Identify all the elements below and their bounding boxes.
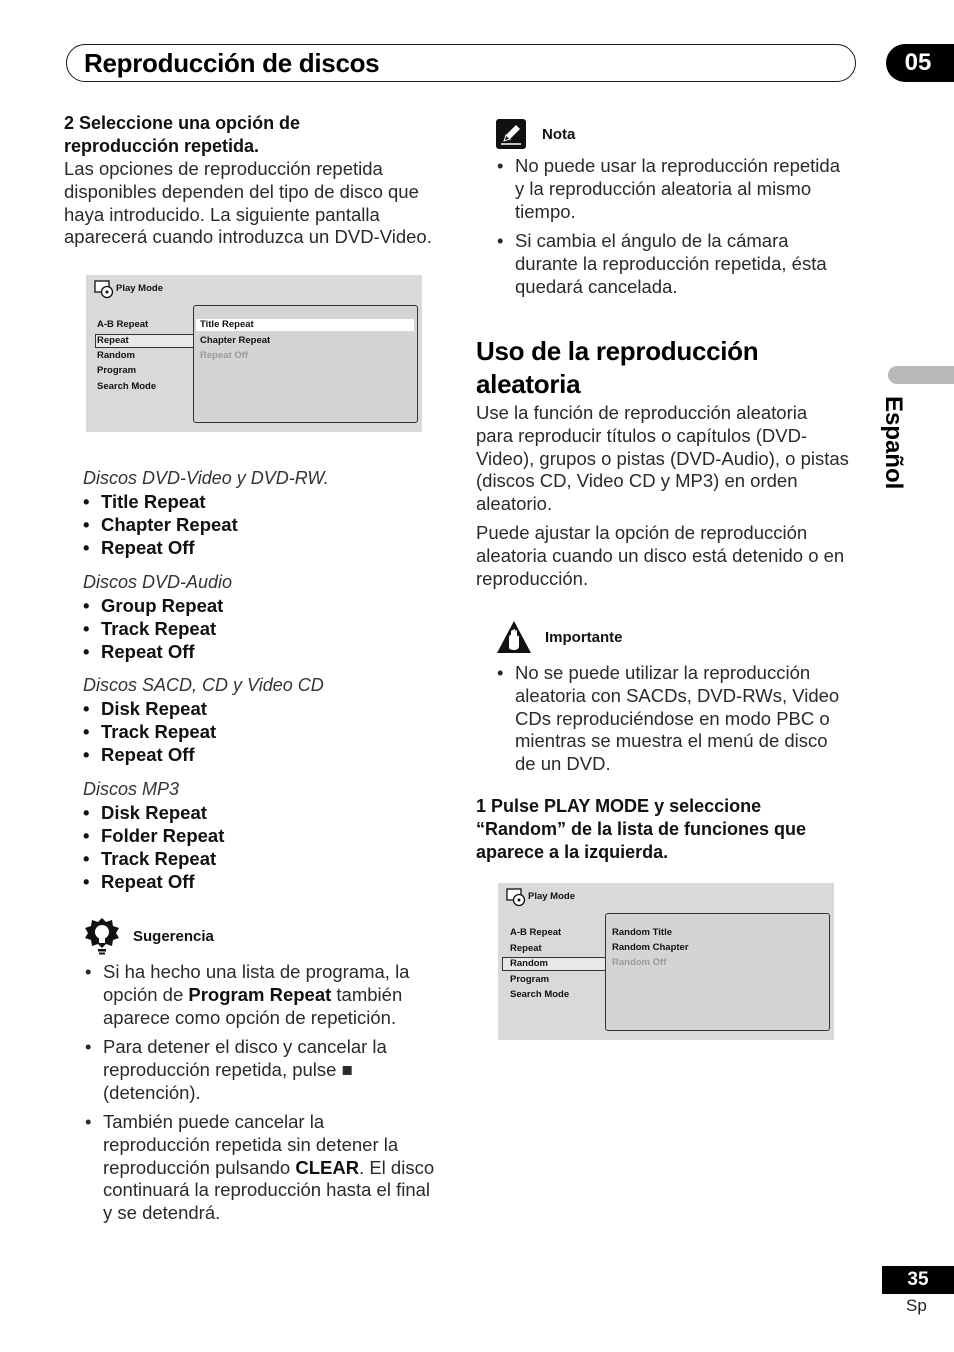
important-label: Importante bbox=[545, 629, 623, 646]
list-item: • Title Repeat bbox=[83, 491, 206, 512]
language-label: Español bbox=[880, 396, 907, 490]
play-mode-icon bbox=[505, 887, 527, 907]
disc-group-dvd-audio bbox=[83, 571, 232, 663]
random-paragraph-2 bbox=[476, 522, 876, 590]
bullet-line: No puede usar la reproducción repetida bbox=[515, 155, 840, 176]
language-code: Sp bbox=[906, 1296, 927, 1315]
body-line: reproducción. bbox=[476, 567, 589, 589]
bullet-line: y la reproducción aleatoria al mismo bbox=[515, 177, 812, 199]
step-2-title-line: 2 Seleccione una opción de bbox=[64, 113, 301, 133]
disc-group-heading: Discos DVD-Audio bbox=[83, 572, 233, 592]
option-chapter-repeat[interactable]: Chapter Repeat bbox=[200, 335, 271, 346]
important-bullet: • No se puede utilizar la reproducción aleatoria con SACDs, DVD-RWs, Video CDs reproduciéndose en modo PBC o mientras se muestra el menú de disco de un DVD. bbox=[515, 662, 875, 776]
list-item: • Chapter Repeat bbox=[83, 514, 238, 535]
body-line: Las opciones de reproducción repetida bbox=[64, 158, 383, 179]
screen-title: Play Mode bbox=[528, 891, 575, 902]
bullet-line: También puede cancelar la bbox=[103, 1111, 325, 1132]
bullet-line: Si cambia el ángulo de la cámara bbox=[515, 230, 789, 251]
disc-group-heading: Discos MP3 bbox=[83, 779, 180, 799]
menu-item-ab-repeat[interactable]: A-B Repeat bbox=[97, 319, 149, 330]
menu-item-program[interactable]: Program bbox=[97, 365, 137, 376]
disc-group-mp3 bbox=[83, 778, 224, 893]
body-line: disponibles dependen del tipo de disco que bbox=[64, 180, 419, 202]
note-label: Nota bbox=[542, 126, 576, 143]
language-tab-bar bbox=[888, 366, 954, 384]
bullet-line: Si ha hecho una lista de programa, la bbox=[103, 961, 410, 982]
option-random-chapter[interactable]: Random Chapter bbox=[612, 942, 689, 953]
menu-item-ab-repeat[interactable]: A-B Repeat bbox=[510, 927, 562, 938]
bullet-line: reproducción repetida, pulse ■ bbox=[103, 1058, 353, 1080]
bullet-line: durante la reproducción repetida, ésta bbox=[515, 252, 827, 274]
option-random-off[interactable]: Random Off bbox=[612, 957, 667, 968]
page-number: 35 bbox=[882, 1266, 954, 1294]
body-line: Video), grupos o pistas (DVD-Audio), o pistas bbox=[476, 447, 849, 469]
list-item: • Track Repeat bbox=[83, 721, 217, 742]
disc-group-heading: Discos SACD, CD y Video CD bbox=[83, 675, 324, 695]
step-2-title-line: reproducción repetida. bbox=[64, 136, 260, 156]
body-line: aparecerá cuando introduzca un DVD-Video. bbox=[64, 226, 432, 248]
bullet-line: reproducción pulsando CLEAR. El disco bbox=[103, 1156, 435, 1178]
list-item: • Track Repeat bbox=[83, 618, 217, 639]
body-line: para reproducir títulos o capítulos (DVD- bbox=[476, 424, 808, 446]
list-item: • Group Repeat bbox=[83, 595, 224, 616]
screen-title: Play Mode bbox=[116, 283, 163, 294]
bullet-line: reproducción repetida sin detener la bbox=[103, 1133, 399, 1155]
step-1-title-line: “Random” de la lista de funciones que bbox=[476, 819, 807, 839]
bullet-line: No se puede utilizar la reproducción bbox=[515, 662, 811, 683]
hint-bullet-2: • Para detener el disco y cancelar la reproducción repetida, pulse ■ (detención). bbox=[103, 1036, 453, 1104]
section-title-line: Uso de la reproducción bbox=[476, 336, 759, 366]
bullet-line: mientras se muestra el menú de disco bbox=[515, 730, 828, 752]
bullet-line: aleatoria con SACDs, DVD-RWs, Video bbox=[515, 684, 840, 706]
list-item: • Disk Repeat bbox=[83, 802, 207, 823]
step-1-title-line: aparece a la izquierda. bbox=[476, 842, 669, 862]
body-line: aleatoria cuando un disco está detenido o en bbox=[476, 544, 845, 566]
hint-bullet-1: • Si ha hecho una lista de programa, la opción de Program Repeat también aparece como opción de repetición. bbox=[103, 961, 453, 1029]
bullet-line: aparece como opción de repetición. bbox=[103, 1006, 397, 1028]
step-1-title-line: 1 Pulse PLAY MODE y seleccione bbox=[476, 796, 762, 816]
bullet-line: opción de Program Repeat también bbox=[103, 983, 403, 1005]
disc-group-sacd-cd bbox=[83, 674, 324, 766]
section-title-line: aleatoria bbox=[476, 369, 581, 399]
option-random-title[interactable]: Random Title bbox=[612, 927, 672, 938]
body-line: haya introducido. La siguiente pantalla bbox=[64, 203, 380, 225]
list-item: • Repeat Off bbox=[83, 744, 195, 765]
page-title: Reproducción de discos bbox=[84, 48, 380, 78]
step-1-title bbox=[476, 795, 806, 864]
bullet-line: y se detendrá. bbox=[103, 1202, 221, 1224]
hint-bullet-3: • También puede cancelar la reproducción repetida sin detener la reproducción pulsando CLEAR. El disco continuará la reproducción hasta el final y se detendrá. bbox=[103, 1111, 453, 1225]
note-bullet-1: • No puede usar la reproducción repetida y la reproducción aleatoria al mismo tiempo. bbox=[515, 155, 875, 223]
body-line: (discos CD, Video CD y MP3) en orden bbox=[476, 470, 798, 492]
bullet-line: tiempo. bbox=[515, 200, 576, 222]
lightbulb-icon bbox=[84, 917, 120, 955]
menu-item-random[interactable]: Random bbox=[510, 958, 548, 969]
chapter-number: 05 bbox=[886, 44, 954, 82]
body-line: Puede ajustar la opción de reproducción bbox=[476, 522, 808, 543]
language-tab bbox=[876, 396, 936, 496]
bullet-line: continuará la reproducción hasta el final bbox=[103, 1179, 431, 1201]
play-mode-screen-repeat bbox=[86, 275, 422, 432]
bullet-line: (detención). bbox=[103, 1081, 201, 1103]
list-item: • Folder Repeat bbox=[83, 825, 225, 846]
note-bullet-2: • Si cambia el ángulo de la cámara durante la reproducción repetida, ésta quedará cancelada. bbox=[515, 230, 875, 298]
warning-hand-icon bbox=[496, 620, 532, 654]
option-title-repeat[interactable]: Title Repeat bbox=[200, 319, 254, 330]
menu-item-search-mode[interactable]: Search Mode bbox=[510, 989, 570, 1000]
play-mode-icon bbox=[93, 279, 115, 299]
note-pencil-icon bbox=[496, 119, 526, 149]
menu-item-program[interactable]: Program bbox=[510, 974, 550, 985]
body-line: Use la función de reproducción aleatoria bbox=[476, 402, 808, 423]
list-item: • Repeat Off bbox=[83, 537, 195, 558]
list-item: • Repeat Off bbox=[83, 871, 195, 892]
menu-item-search-mode[interactable]: Search Mode bbox=[97, 381, 157, 392]
menu-item-repeat[interactable]: Repeat bbox=[97, 335, 129, 346]
step-2-body bbox=[64, 158, 432, 249]
bullet-line: CDs reproduciéndose en modo PBC o bbox=[515, 707, 830, 729]
section-title bbox=[476, 335, 758, 401]
option-repeat-off[interactable]: Repeat Off bbox=[200, 350, 249, 361]
bullet-line: quedará cancelada. bbox=[515, 275, 678, 297]
step-2-title bbox=[64, 112, 300, 158]
play-mode-screen-random bbox=[498, 883, 834, 1040]
disc-group-heading: Discos DVD-Video y DVD-RW. bbox=[83, 468, 329, 488]
disc-group-dvd-video bbox=[83, 467, 329, 559]
hint-label: Sugerencia bbox=[133, 928, 214, 945]
bullet-line: de un DVD. bbox=[515, 753, 611, 775]
bullet-line: Para detener el disco y cancelar la bbox=[103, 1036, 387, 1057]
random-paragraph-1 bbox=[476, 402, 876, 516]
list-item: • Repeat Off bbox=[83, 641, 195, 662]
body-line: aleatorio. bbox=[476, 493, 553, 515]
menu-item-random[interactable]: Random bbox=[97, 350, 135, 361]
list-item: • Track Repeat bbox=[83, 848, 217, 869]
menu-item-repeat[interactable]: Repeat bbox=[510, 943, 542, 954]
list-item: • Disk Repeat bbox=[83, 698, 207, 719]
